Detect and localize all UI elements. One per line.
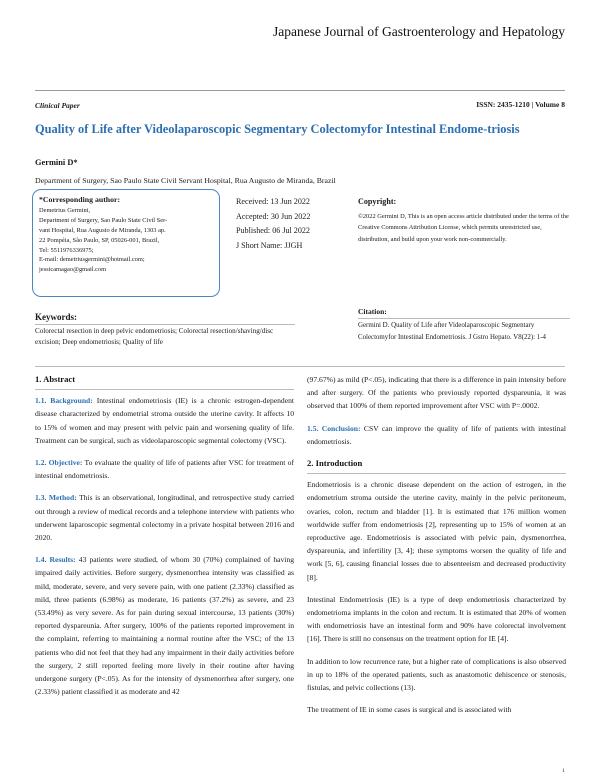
issn-volume — [476, 100, 565, 109]
copyright-text: ©2022 Germini D, This is an open access article distributed under the terms of the Creative Commons Attribution License, which permits unrestricted use, distribution, and build upon your work non-commercially. — [358, 213, 569, 243]
corr-line: vant Hospital, Rua Augusto de Miranda, 1303 ap. — [39, 226, 166, 234]
method-text: This is an observational, longitudinal, and retrospective study carried out through a review of medical records and a telephone interview with patients who underwent laparoscopic segmental colectomy in a private hospital between 2016 and 2020. — [35, 493, 294, 543]
abstract-method — [35, 491, 294, 544]
results-label: 1.4. Results: — [35, 555, 76, 565]
citation-divider — [358, 318, 570, 319]
intro-paragraph: The treatment of IE in some cases is surgical and is associated with — [307, 705, 512, 715]
corr-line: 22 Pompéia, São Paulo, SP, 05026-001, Brazil, — [39, 236, 160, 244]
accepted-date: Accepted: 30 Jun 2022 — [236, 211, 311, 221]
left-column — [35, 373, 294, 707]
keywords-divider — [35, 324, 295, 325]
intro-paragraph: Intestinal Endometriosis (IE) is a type of deep endometriosis characterized by endometrioma implants in the colon and rectum. It is estimated that 20% of women with endometriosis have an intestinal form and 90% have colorectal involvement [16]. There is still no consensus on the treatment option for IE [4]. — [307, 594, 566, 644]
keywords-text: Colorectal resection in deep pelvic endometriosis; Colorectal resection/shaving/disc excision; Deep endometriosis; Quality of life — [35, 327, 274, 347]
conclusion-label: 1.5. Conclusion: — [307, 423, 361, 433]
corresponding-author-heading: *Corresponding author: — [39, 195, 121, 204]
citation-text: Germini D. Quality of Life after Videolaparoscopic Segmentary Colectomyfor Intestinal Endometriosis. J Gstro Hepato. V8(22): 1-4 — [358, 322, 546, 341]
corresponding-author-box — [32, 189, 220, 297]
header-divider — [35, 90, 565, 91]
background-text: Intestinal endometriosis (IE) is a chronic estrogen-dependent disease characterized by endometrial stroma outside the uterine cavity. It affects 10 to 15% of women and may present with pelvic pain and worsening quality of life. Treatment can be surgical, such as videolaparoscopic segmental colectomy (VSC). — [35, 396, 294, 445]
journal-title: Japanese Journal of Gastroenterology and Hepatology — [272, 24, 565, 39]
conclusion-text: CSV can improve the quality of life of patients with intestinal endometriosis. — [307, 423, 566, 446]
article-title: Quality of Life after Videolaparoscopic Segmentary Colectomyfor Intestinal Endome-triosis — [35, 122, 520, 136]
journal-short-name: J Short Name: JJGH — [236, 241, 303, 251]
article-type: Clinical Paper — [35, 101, 80, 110]
corr-line: E-mail: demetriusgermini@hotmail.com; — [39, 256, 145, 264]
page-number: 1 — [562, 768, 565, 774]
abstract-background — [35, 394, 294, 447]
author-affiliation: Department of Surgery, Sao Paulo State Civil Servant Hospital, Rua Augusto de Miranda, Brazil — [35, 176, 336, 185]
intro-paragraph: In addition to low recurrence rate, but a higher rate of complications is also observed in up to 18% of the operated patients, such as anastomotic dehiscence or stenosis, fistulas, and pelvic collections (13). — [307, 656, 566, 693]
issn: ISSN: 2435-1210 — [476, 100, 530, 109]
volume: | Volume 8 — [531, 100, 565, 109]
intro-paragraph: Endometriosis is a chronic disease dependent on the action of estrogen, in the endometrium stroma outside the uterine cavity, mainly in the pelvic peritoneum, ovaries, colon, rectum and bladder [1]. It is estimated that 176 million women worldwide suffer from endometriosis [2], representing up to 15% of women at an reproductive age. Endometriosis is associated with pelvic pain, dysmenorrhea, dyspareunia, and infertility [3, 4]; these symptoms worsen the quality of life and work [5, 6], causing financial losses due to absenteeism and decreased productivity [8]. — [307, 480, 566, 582]
citation-heading: Citation: — [358, 307, 387, 316]
section-divider — [35, 366, 565, 367]
corr-line: Demetrius Germini, — [39, 206, 91, 214]
introduction-heading: 2. Introduction — [307, 457, 566, 474]
right-column — [307, 373, 566, 725]
article-dates — [236, 195, 310, 254]
received-date: Received: 13 Jun 2022 — [236, 197, 310, 206]
copyright-heading: Copyright: — [358, 197, 397, 206]
keywords-heading: Keywords: — [35, 312, 77, 322]
abstract-objective — [35, 456, 294, 482]
background-label: 1.1. Background: — [35, 396, 93, 406]
abstract-results — [35, 553, 294, 698]
corr-line: jessicamagao@gmail.com — [39, 266, 107, 274]
results-continued: (97.67%) as mild (P<.05), indicating that there is a difference in pain intensity before and after surgery. Of the patients who previously reported dyspareunia, it was observed that 100% of them reported improvement after VSC with P=.0002. — [307, 375, 566, 411]
objective-text: To evaluate the quality of life of patients after VSC for treatment of intestinal endometriosis. — [35, 458, 294, 481]
abstract-conclusion — [307, 422, 566, 448]
abstract-heading: 1. Abstract — [35, 373, 294, 390]
method-label: 1.3. Method: — [35, 493, 77, 503]
published-date: Published: 06 Jul 2022 — [236, 226, 310, 236]
results-text: 43 patients were studied, of whom 30 (70%) complained of having impaired daily activities. Before surgery, dysmenorrhea intensity was classified as mild, moderate, severe, and very severe pain, with one patient (2.33%) classified as mild, three patients (6.98%) as moderate, 16 patients (37.2%) as severe, and 23 (53.49%) as very severe. As for pain during sexual intercourse, 13 patients (30%) reported dyspareunia. After surgery, 100% of the patients reported improvement in the complaint, referring to maintaining a normal routine after the VSC; of the 13 patients who did not feel that they had any impairment in their daily activities before the surgery, 2 still reported feeling more lively in their routine after having undergone surgery (P<.05). As for the intensity of dysmenorrhea after surgery, one (2.33%) patient classified it as moderate and 42 — [35, 555, 295, 697]
corr-line: Tel: 5511976336975; — [39, 246, 94, 254]
objective-label: 1.2. Objective: — [35, 458, 83, 468]
corr-line: Department of Surgery, Sao Paulo State Civil Ser- — [39, 216, 168, 224]
author-name: Germini D* — [35, 158, 78, 167]
